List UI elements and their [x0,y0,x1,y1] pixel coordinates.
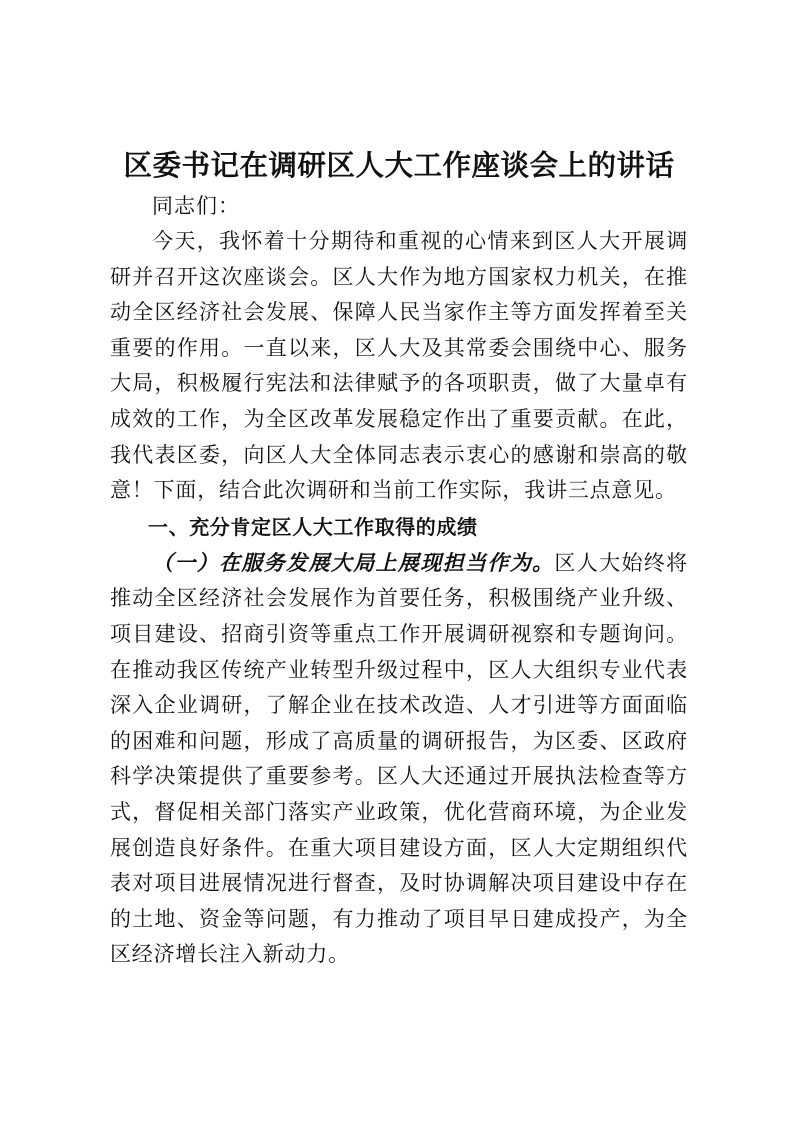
section-heading-1: 一、充分肯定区人大工作取得的成绩 [148,514,478,539]
subsection-heading-1: （一）在服务发展大局上展现担当作为。 [152,549,555,575]
document-title: 区委书记在调研区人大工作座谈会上的讲话 [123,148,675,182]
salutation: 同志们： [152,194,240,218]
document-page [110,142,688,973]
subsection-paragraph-1 [110,545,688,973]
subsection-body-1: 区人大始终将推动全区经济社会发展作为首要任务，积极围绕产业升级、项目建设、招商引资等重点工作开展调研视察和专题询问。在推动我区传统产业转型升级过程中，区人大组织专业代表深入企业调研，了解企业在技术改造、人才引进等方面面临的困难和问题，形成了高质量的调研报告，为区委、区政府科学决策提供了重要参考。区人大还通过开展执法检查等方式，督促相关部门落实产业政策，优化营商环境，为企业发展创造良好条件。在重大项目建设方面，区人大定期组织代表对项目进展情况进行督查，及时协调解决项目建设中存在的土地、资金等问题，有力推动了项目早日建成投产，为全区经济增长注入新动力。 [110,550,688,967]
intro-paragraph: 今天，我怀着十分期待和重视的心情来到区人大开展调研并召开这次座谈会。区人大作为地方国家权力机关，在推动全区经济社会发展、保障人民当家作主等方面发挥着至关重要的作用。一直以来，区人大及其常委会围绕中心、服务大局，积极履行宪法和法律赋予的各项职责，做了大量卓有成效的工作，为全区改革发展稳定作出了重要贡献。在此，我代表区委，向区人大全体同志表示衷心的感谢和崇高的敬意！下面，结合此次调研和当前工作实际，我讲三点意见。 [110,229,688,503]
